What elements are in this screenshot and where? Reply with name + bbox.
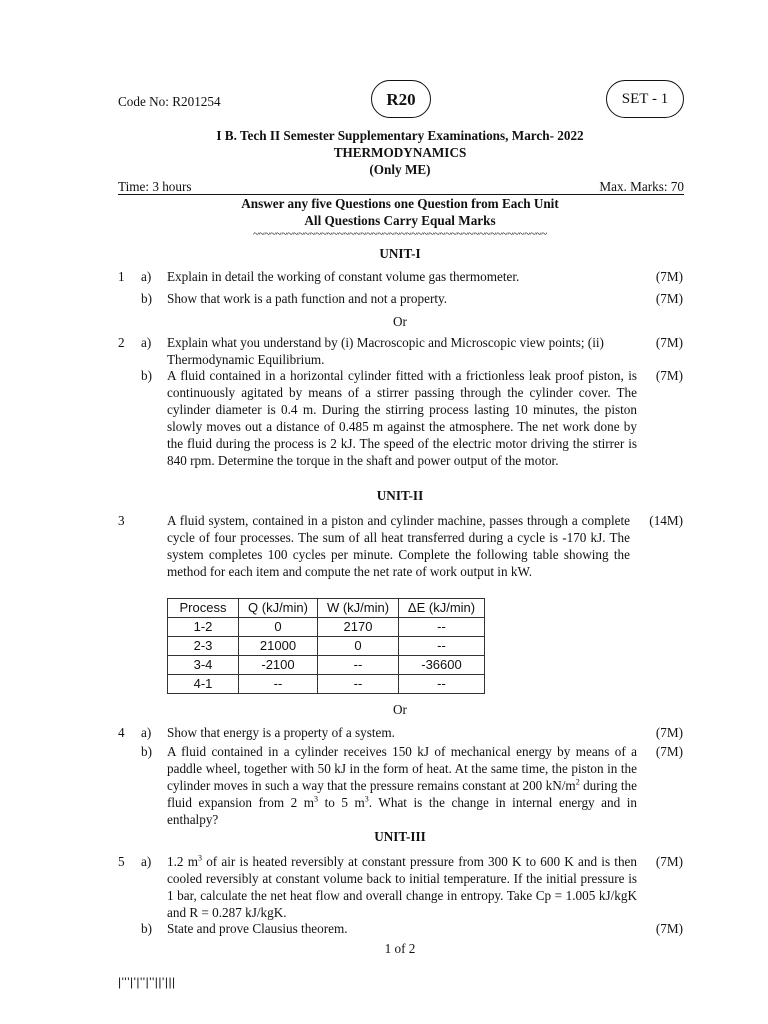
question-3-marks: (14M) bbox=[649, 513, 683, 528]
question-4b-text-part: to 5 m bbox=[318, 795, 365, 810]
superscript: 3 bbox=[197, 853, 202, 863]
process-table bbox=[167, 598, 485, 694]
instruction-line-1: Answer any five Questions one Question from Each Unit bbox=[241, 196, 559, 211]
question-4a-label: a) bbox=[141, 725, 152, 740]
question-4a-marks: (7M) bbox=[655, 725, 683, 740]
question-1-number: 1 bbox=[118, 269, 125, 284]
question-1a-marks: (7M) bbox=[655, 269, 683, 284]
table-row bbox=[168, 618, 485, 637]
question-4b-text-part: during the fluid expansion from 2 m bbox=[167, 778, 638, 810]
table-header-cell: W (kJ/min) bbox=[318, 599, 399, 618]
question-3-text: A fluid system, contained in a piston and cylinder machine, passes through a complete cycle of four processes. The sum of all heat transferred during a cycle is -170 kJ. The system completes 100 cycles per minute. Complete the following table showing the method for each item and compute the net rate of work output in kW. bbox=[167, 513, 630, 579]
or-separator-1: Or bbox=[393, 314, 407, 329]
question-2b-marks: (7M) bbox=[655, 368, 683, 383]
regulation-badge bbox=[371, 80, 431, 118]
table-cell: -- bbox=[399, 618, 485, 637]
question-5a-marks: (7M) bbox=[655, 854, 683, 869]
question-1b-label: b) bbox=[141, 291, 152, 306]
superscript: 2 bbox=[575, 777, 580, 787]
question-4b-text-part: A fluid contained in a cylinder receives 150 kJ of mechanical energy by means of a paddle wheel, together with 50 kJ in the form of heat. At the same time, the piston in the cylinder moves in such a way that the pressure remains constant at 200 kN/m bbox=[167, 744, 637, 793]
table-cell: -- bbox=[318, 656, 399, 675]
code-number: Code No: R201254 bbox=[118, 94, 221, 109]
or-separator-2: Or bbox=[393, 702, 407, 717]
branch-label: (Only ME) bbox=[369, 162, 431, 177]
question-4b-label: b) bbox=[141, 744, 152, 759]
table-cell: 1-2 bbox=[168, 618, 239, 637]
set-label: SET - 1 bbox=[621, 90, 669, 107]
question-4-number: 4 bbox=[118, 725, 125, 740]
question-4b-text-part: . What is the change in internal energy and in enthalpy? bbox=[167, 795, 638, 827]
question-3-number: 3 bbox=[118, 513, 125, 528]
question-4b-text bbox=[167, 743, 637, 828]
table-row bbox=[168, 656, 485, 675]
question-5b-text: State and prove Clausius theorem. bbox=[167, 921, 348, 936]
question-2b-text: A fluid contained in a horizontal cylinder fitted with a frictionless leak proof piston, is continuously agitated by means of a stirrer passing through the cylinder cover. The cylinder diameter is 0.4 m. During the stirring process lasting 10 minutes, the piston slowly moves out a distance of 0.485 m against the atmosphere. The net work done by the fluid during the process is 2 kJ. The speed of the electric motor driving the stirrer is 840 rpm. Determine the torque in the shaft and power output of the motor. bbox=[167, 368, 637, 468]
superscript: 3 bbox=[364, 794, 369, 804]
table-header-cell: Process bbox=[168, 599, 239, 618]
question-5-number: 5 bbox=[118, 854, 125, 869]
subject-title: THERMODYNAMICS bbox=[333, 145, 467, 160]
regulation-label: R20 bbox=[386, 89, 416, 109]
table-cell: -- bbox=[318, 675, 399, 694]
question-4b-marks: (7M) bbox=[655, 744, 683, 759]
table-cell: -2100 bbox=[239, 656, 318, 675]
question-1b-text: Show that work is a path function and not a property. bbox=[167, 291, 448, 306]
question-2-number: 2 bbox=[118, 335, 125, 350]
table-cell: -36600 bbox=[399, 656, 485, 675]
unit-1-heading: UNIT-I bbox=[379, 246, 421, 261]
page-number: 1 of 2 bbox=[384, 941, 416, 956]
table-header-cell: ΔE (kJ/min) bbox=[399, 599, 485, 618]
barcode-text: |'''|'|''|''||'||| bbox=[118, 975, 176, 989]
question-5a-text bbox=[167, 853, 637, 921]
max-marks: Max. Marks: 70 bbox=[599, 179, 684, 194]
question-2a-marks: (7M) bbox=[655, 335, 683, 350]
table-cell: 2-3 bbox=[168, 637, 239, 656]
question-2b-label: b) bbox=[141, 368, 152, 383]
table-header-cell: Q (kJ/min) bbox=[239, 599, 318, 618]
question-1b-marks: (7M) bbox=[655, 291, 683, 306]
table-cell: -- bbox=[399, 675, 485, 694]
table-row bbox=[168, 675, 485, 694]
question-5a-label: a) bbox=[141, 854, 152, 869]
question-5b-label: b) bbox=[141, 921, 152, 936]
table-header-row bbox=[168, 599, 485, 618]
table-cell: -- bbox=[239, 675, 318, 694]
question-1a-label: a) bbox=[141, 269, 152, 284]
question-5a-text-part: of air is heated reversibly at constant pressure from 300 K to 600 K and is then cooled reversibly at constant volume back to initial temperature. If the initial pressure is 1 bar, calculate the net heat flow and overall change in entropy. Take Cp = 1.005 kJ/kgK and R = 0.287 kJ/kgK. bbox=[167, 854, 637, 920]
table-cell: 2170 bbox=[318, 618, 399, 637]
superscript: 3 bbox=[314, 794, 319, 804]
question-1a-text: Explain in detail the working of constant volume gas thermometer. bbox=[167, 269, 520, 284]
exam-time: Time: 3 hours bbox=[118, 179, 192, 194]
instruction-line-2: All Questions Carry Equal Marks bbox=[304, 213, 496, 228]
question-2a-text: Explain what you understand by (i) Macroscopic and Microscopic view points; (ii) Thermodynamic Equilibrium. bbox=[167, 335, 604, 367]
question-2a-label: a) bbox=[141, 335, 152, 350]
table-cell: -- bbox=[399, 637, 485, 656]
table-cell: 0 bbox=[318, 637, 399, 656]
unit-2-heading: UNIT-II bbox=[376, 488, 424, 503]
question-5a-text-part: 1.2 m bbox=[167, 854, 198, 869]
table-cell: 0 bbox=[239, 618, 318, 637]
tilde-divider: ~~~~~~~~~~~~~~~~~~~~~~~~~~~~~~~~~~~~~~~~~~~~~~~~~~~~ bbox=[253, 228, 547, 240]
table-row bbox=[168, 637, 485, 656]
unit-3-heading: UNIT-III bbox=[374, 829, 426, 844]
table-cell: 21000 bbox=[239, 637, 318, 656]
question-5b-marks: (7M) bbox=[655, 921, 683, 936]
table-cell: 3-4 bbox=[168, 656, 239, 675]
set-badge bbox=[606, 80, 684, 118]
table-cell: 4-1 bbox=[168, 675, 239, 694]
question-4a-text: Show that energy is a property of a system. bbox=[167, 725, 395, 740]
exam-title: I B. Tech II Semester Supplementary Examinations, March- 2022 bbox=[216, 128, 584, 143]
